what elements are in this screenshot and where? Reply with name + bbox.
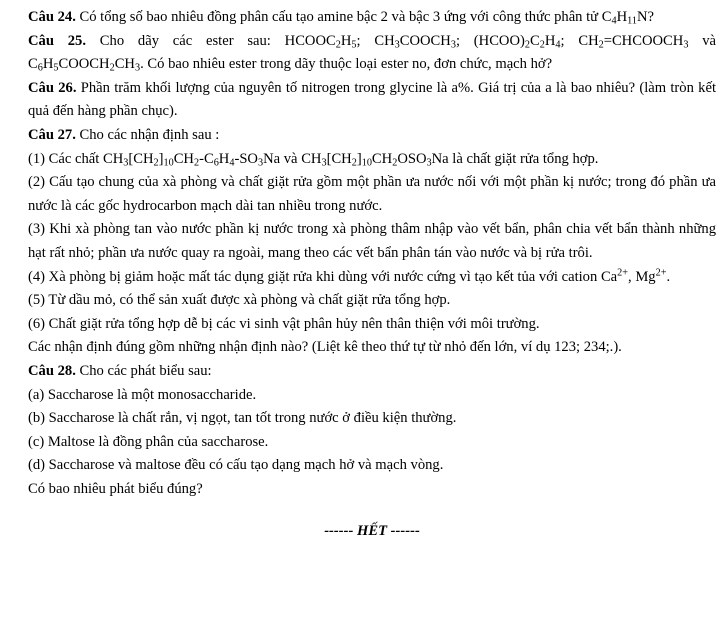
question-24: Câu 24. Có tổng số bao nhiêu đồng phân cấu tạo amine bậc 2 và bậc 3 ứng với công thức phân tử $C_4H_{11}N$? (28, 9, 654, 27)
cations: $Ca^{2+}$, $Mg^{2+}$. (600, 266, 671, 285)
statement-4: (4) Xà phòng bị giảm hoặc mất tác dụng giặt rửa khi dùng với nước cứng vì tạo kết tủa với cation $Ca^{2+}$, $Mg^{2+}$. (28, 266, 671, 285)
question-28-prompt: Có bao nhiêu phát biểu đúng? (28, 480, 203, 497)
statement-b: (b) Saccharose là chất rắn, vị ngọt, tan tốt trong nước ở điều kiện thường. (28, 410, 457, 427)
statement-1: (1) Các chất $CH_3[CH_2]_{10}CH_2-C_6H_4-SO_3Na$ và $CH_3[CH_2]_{10}CH_2OSO_3Na$ là chất giặt rửa tổng hợp. (28, 150, 599, 169)
question-27-prompt: Các nhận định đúng gồm những nhận định nào? (Liệt kê theo thứ tự từ nhỏ đến lớn, ví dụ 123; 234;.). (28, 339, 622, 356)
formula-sulfonate: $CH_3[CH_2]_{10}CH_2-C_6H_4-SO_3Na$ (102, 150, 281, 169)
end-marker: ------ HẾT ------ (324, 523, 420, 540)
statement-c: (c) Maltose là đồng phân của saccharose. (28, 433, 269, 450)
statement-2: (2) Cấu tạo chung của xà phòng và chất giặt rửa gồm một phần ưa nước nối với một phần kị nước; trong đó phần ưa nước là các gốc hydrocarbon mạch dài tan nhiều trong nước. (28, 174, 716, 214)
question-25: Câu 25. Cho dãy các ester sau: $HCOOC_2H_5$; $CH_3COOCH_3$; $(HCOO)_2C_2H_4$; $CH_2=CHCOOCH_3$ và $C_6H_5COOCH_2CH_3$. Có bao nhiêu ester trong dãy thuộc loại ester no, đơn chức, mạch hở? (28, 32, 716, 74)
question-26-text: Phần trăm khối lượng của nguyên tố nitrogen trong glycine là a%. Giá trị của a là bao nhiêu? (làm tròn kết quả đến hàng phần chục). (28, 79, 717, 120)
question-25-label: Câu 25. (28, 32, 86, 49)
question-27: Câu 27. Cho các nhận định sau : (28, 126, 220, 143)
statement-d: (d) Saccharose và maltose đều có cấu tạo dạng mạch hở và mạch vòng. (28, 457, 444, 474)
question-25-text: Có bao nhiêu ester trong dãy thuộc loại ester no, đơn chức, mạch hở? (147, 56, 553, 73)
question-28-label: Câu 28. (28, 362, 76, 379)
statement-a: (a) Saccharose là một monosaccharide. (28, 386, 257, 403)
question-24-text: Có tổng số bao nhiêu đồng phân cấu tạo amine bậc 2 và bậc 3 ứng với công thức phân tử (75, 9, 602, 25)
statement-3: (3) Khi xà phòng tan vào nước phần kị nước trong xà phòng thâm nhập vào vết bẩn, phân chia vết bẩn thành những hạt rất nhỏ; phần ưa nước quay ra ngoài, mang theo các vết bẩn phân tán vào nước và bị rửa trôi. (28, 221, 716, 261)
statement-6: (6) Chất giặt rửa tổng hợp dễ bị các vi sinh vật phân hủy nên thân thiện với môi trường. (28, 315, 540, 332)
question-28: Câu 28. Cho các phát biểu sau: (28, 362, 212, 379)
statement-5: (5) Từ dầu mỏ, có thể sản xuất được xà phòng và chất giặt rửa tổng hợp. (28, 292, 451, 309)
question-27-label: Câu 27. (28, 126, 76, 143)
question-26-label: Câu 26. (28, 79, 77, 96)
question-24-formula: $C_4H_{11}N$ (601, 9, 648, 27)
question-24-label: Câu 24. (28, 9, 76, 25)
ester-list: $HCOOC_2H_5$; $CH_3COOCH_3$; $(HCOO)_2C_2H_4$; $CH_2=CHCOOCH_3$ và $C_6H_5COOCH_2CH_3$. (28, 32, 716, 74)
question-26 (28, 77, 716, 124)
formula-sulfate: $CH_3[CH_2]_{10}CH_2OSO_3Na$ (301, 150, 449, 169)
